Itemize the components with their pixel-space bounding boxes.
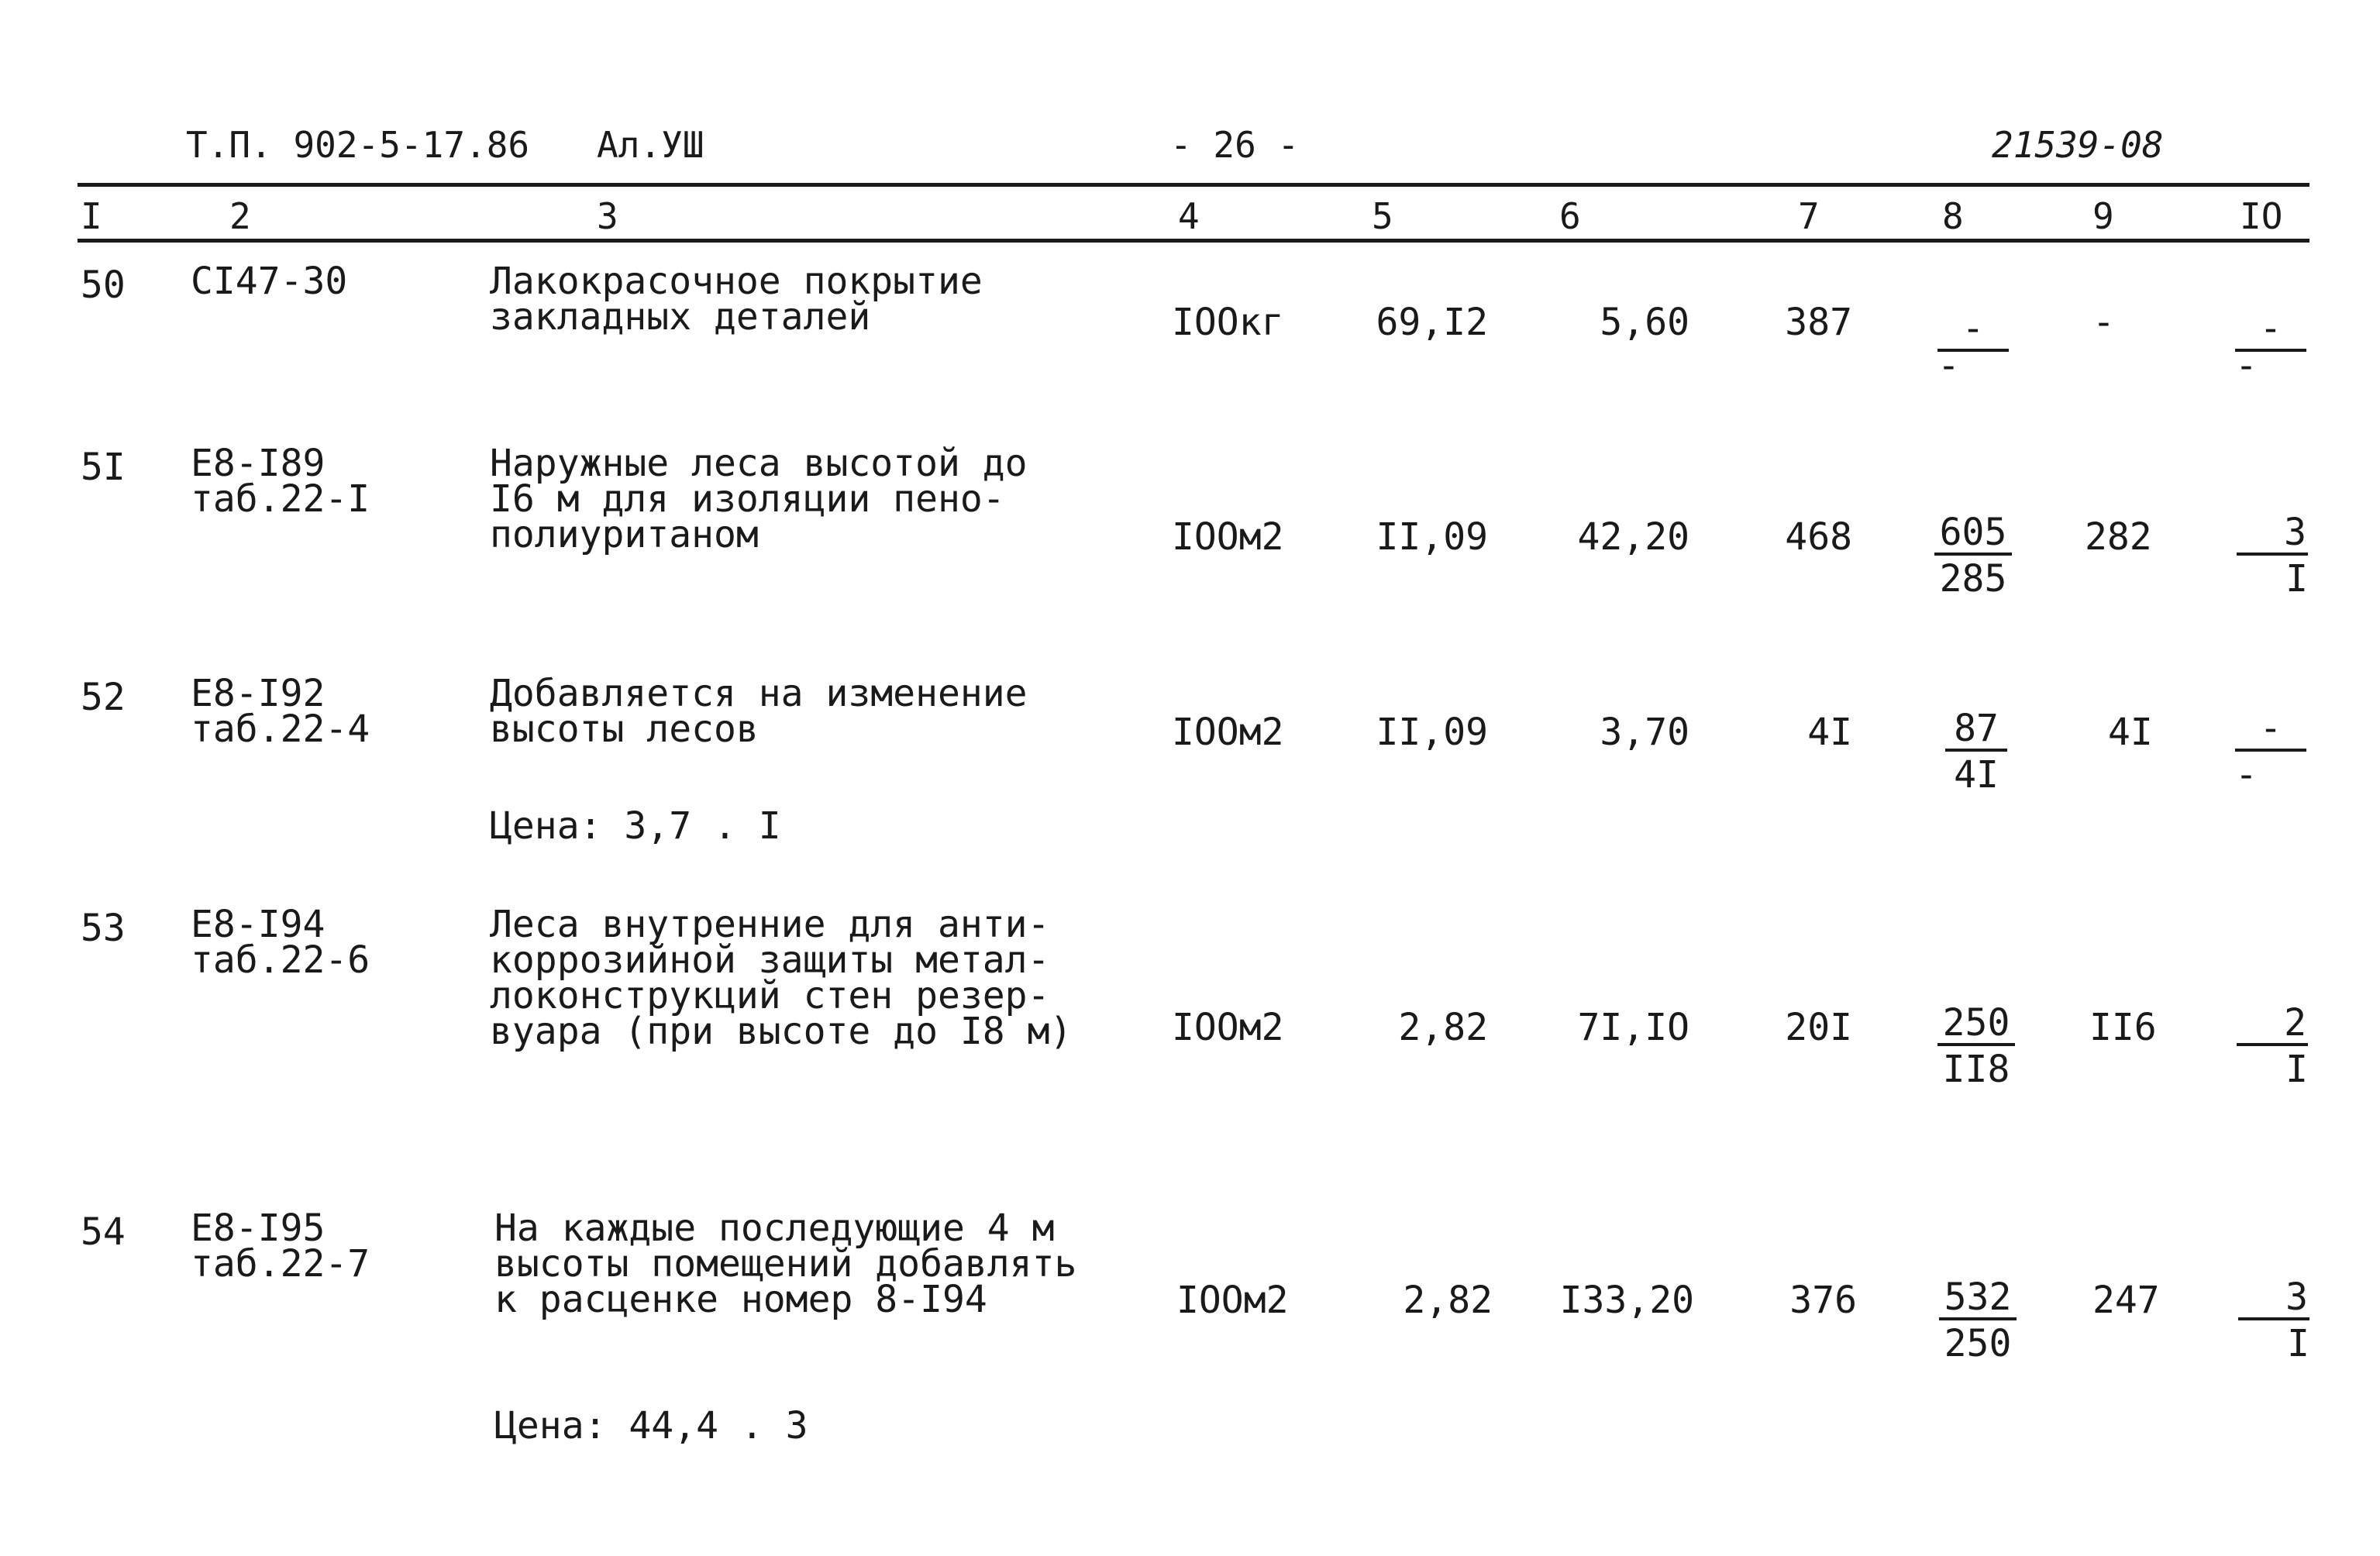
rate-code-line: E8-I94 [191,903,325,946]
rate-code-line: E8-I89 [191,442,325,485]
table-top-rule [77,183,2309,187]
col-header-4: 4 [1178,195,1200,237]
rate-code-line: E8-I95 [191,1207,325,1250]
fraction-top: 250 [1937,1003,2015,1046]
fraction-top: - [2235,308,2306,352]
rate-code [191,672,370,751]
unit: IOOм2 [1172,1006,1284,1049]
rate-code [191,1207,370,1286]
description-line: Леса внутренние для анти- [490,903,1050,946]
price-note: Цена: 3,7 . I [490,804,781,848]
col8-fraction [1945,708,2007,798]
col-header-2: 2 [229,195,251,237]
quantity: 2,82 [1398,1006,1488,1049]
col-header-6: 6 [1559,195,1581,237]
total-cost: 4I [1807,711,1852,754]
row-number: 54 [81,1210,126,1254]
col10-fraction [2238,1277,2309,1367]
rate-code [191,260,348,303]
description-line: На каждые последующие 4 м [494,1207,1055,1250]
description-line: Добавляется на изменение [490,672,1028,715]
col-header-9: 9 [2092,195,2114,237]
fraction-bottom: I [2287,1322,2309,1365]
fraction-top: 3 [2238,1277,2309,1320]
fraction-top: - [2235,708,2306,752]
col-header-5: 5 [1372,195,1393,237]
description-line: Лакокрасочное покрытие [490,260,983,303]
fraction-top: 532 [1939,1277,2017,1320]
page-number: - 26 - [1170,124,1300,166]
quantity: 2,82 [1403,1279,1493,1322]
work-description [490,260,983,339]
col10-fraction [2237,1003,2308,1093]
description-line: коррозийной защиты метал- [490,938,1050,982]
rate-code [191,903,370,982]
col9-value: II6 [2089,1006,2157,1049]
fraction-top: 605 [1934,512,2012,556]
col-header-10: IO [2240,195,2283,237]
description-line: к расценке номер 8-I94 [494,1278,987,1321]
col9-value: 282 [2085,515,2152,559]
unit-price: 3,70 [1600,711,1689,754]
unit-price: I33,20 [1559,1279,1694,1322]
fraction-bottom: - [2235,753,2258,797]
table-header-rule [77,239,2309,243]
fraction-top: - [1937,308,2009,352]
fraction-top: 87 [1945,708,2007,752]
description-line: полиуританом [490,513,759,556]
unit: IOOм2 [1176,1279,1289,1322]
rate-code-line: таб.22-I [191,477,370,521]
total-cost: 376 [1789,1279,1857,1322]
fraction-bottom: I [2285,557,2308,601]
col8-fraction [1934,512,2012,602]
col-header-7: 7 [1798,195,1820,237]
rate-code-line: E8-I92 [191,672,325,715]
work-description [490,442,1028,556]
rate-code-line: таб.22-6 [191,938,370,982]
price-note: Цена: 44,4 . 3 [494,1404,808,1448]
unit-price: 5,60 [1600,301,1689,344]
rate-code-line: таб.22-4 [191,707,370,751]
row-number: 50 [81,263,126,307]
work-description [490,672,1028,751]
col-header-1: I [81,195,102,237]
fraction-bottom: 4I [1954,753,1999,797]
fraction-bottom: - [1937,344,1960,387]
description-line: Наружные леса высотой до [490,442,1028,485]
row-number: 5I [81,446,126,489]
fraction-top: 3 [2237,512,2308,556]
col8-fraction [1937,1003,2015,1093]
col-header-3: 3 [597,195,618,237]
work-description [490,903,1073,1053]
fraction-bottom: I [2285,1048,2308,1091]
unit: IOOм2 [1172,515,1284,559]
rate-code-line: таб.22-7 [191,1242,370,1286]
col-header-8: 8 [1942,195,1964,237]
fraction-top: 2 [2237,1003,2308,1046]
col9-value: 247 [2092,1279,2160,1322]
description-line: вуара (при высоте до I8 м) [490,1010,1073,1053]
fraction-bottom: 250 [1944,1322,2012,1365]
total-cost: 387 [1785,301,1852,344]
description-line: локонструкций стен резер- [490,974,1050,1017]
unit-price: 7I,IO [1577,1006,1689,1049]
unit: IOOкг [1172,301,1284,344]
total-cost: 468 [1785,515,1852,559]
album-number: Ал.УШ [597,124,704,166]
unit-price: 42,20 [1577,515,1689,559]
col10-fraction [2237,512,2308,602]
row-number: 52 [81,676,126,719]
fraction-bottom: - [2235,344,2258,387]
row-number: 53 [81,907,126,950]
unit: IOOм2 [1172,711,1284,754]
work-description [494,1207,1077,1321]
col8-fraction [1937,307,2009,387]
col8-fraction [1939,1277,2017,1367]
col10-fraction [2235,307,2306,387]
description-line: высоты лесов [490,707,759,751]
rate-code [191,442,370,521]
col9-value: 4I [2108,711,2153,754]
quantity: II,09 [1376,515,1488,559]
rate-code-line: CI47-30 [191,260,348,303]
total-cost: 20I [1785,1006,1852,1049]
col10-fraction [2235,708,2306,798]
quantity: 69,I2 [1376,301,1488,344]
col9-value: - [2092,301,2115,344]
quantity: II,09 [1376,711,1488,754]
fraction-bottom: 285 [1939,557,2007,601]
document-code: Т.П. 902-5-17.86 [186,124,530,166]
description-line: закладных деталей [490,295,871,339]
inventory-number: 21539-08 [1992,124,2164,166]
fraction-bottom: II8 [1942,1048,2010,1091]
description-line: I6 м для изоляции пено- [490,477,1005,521]
description-line: высоты помещений добавлять [494,1242,1077,1286]
